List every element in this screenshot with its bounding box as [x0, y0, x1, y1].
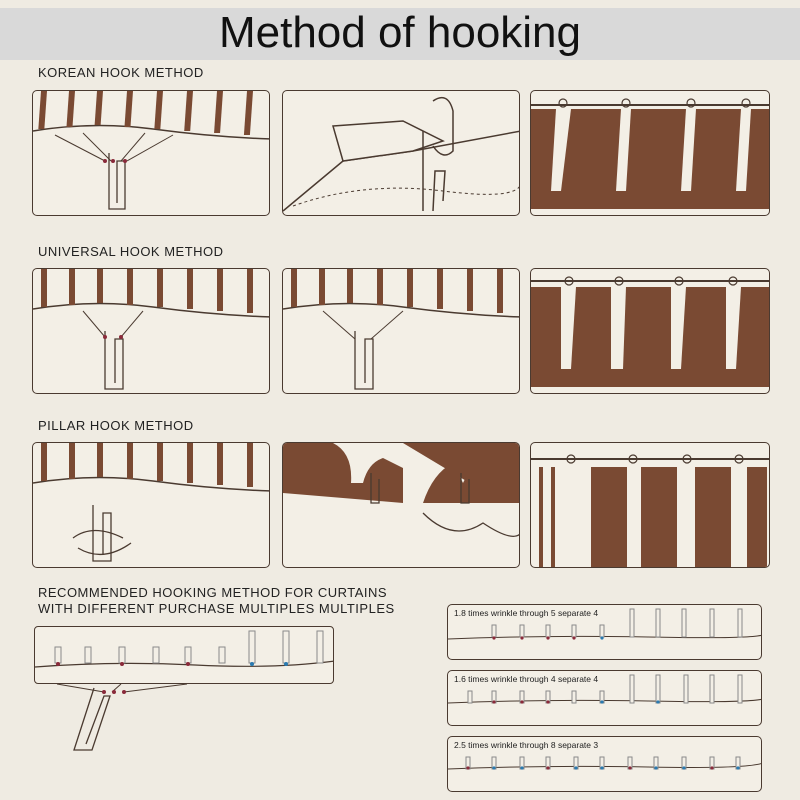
- korean-result-illustration: [531, 91, 770, 216]
- universal-result-illustration: [531, 269, 770, 394]
- page-title: Method of hooking: [218, 8, 582, 57]
- universal-fabric-illustration: [33, 269, 270, 394]
- korean-fabric-illustration: [33, 91, 270, 216]
- multiple-label-1: 1.8 times wrinkle through 5 separate 4: [454, 608, 599, 618]
- section-pillar-title: PILLAR HOOK METHOD: [38, 418, 194, 433]
- recommended-hook-illustration: [34, 684, 334, 754]
- pillar-result-illustration: [531, 443, 770, 568]
- recommended-strip-illustration: [35, 627, 334, 684]
- universal-hook-detail-illustration: [283, 269, 520, 394]
- section-korean-title: KOREAN HOOK METHOD: [38, 65, 204, 80]
- multiple-panel-3: [447, 736, 762, 792]
- section-recommended-line1: RECOMMENDED HOOKING METHOD FOR CURTAINS: [38, 585, 388, 600]
- multiple-label-3: 2.5 times wrinkle through 8 separate 3: [454, 740, 599, 750]
- recommended-fabric-strip: [34, 626, 334, 684]
- pillar-fabric-panel: [32, 442, 270, 568]
- pillar-hook-detail-illustration: [283, 443, 520, 568]
- universal-result-panel: [530, 268, 770, 394]
- pillar-result-panel: [530, 442, 770, 568]
- multiple-strip-1: [448, 605, 762, 660]
- multiple-strip-3: [448, 737, 762, 792]
- korean-fabric-panel: [32, 90, 270, 216]
- universal-fabric-panel: [32, 268, 270, 394]
- pillar-fabric-illustration: [33, 443, 270, 568]
- section-universal-title: UNIVERSAL HOOK METHOD: [38, 244, 224, 259]
- section-recommended-line2: WITH DIFFERENT PURCHASE MULTIPLES MULTIPLES: [38, 601, 395, 616]
- multiple-panel-2: [447, 670, 762, 726]
- korean-hook-detail-illustration: [283, 91, 520, 216]
- multiple-panel-1: [447, 604, 762, 660]
- multiple-strip-2: [448, 671, 762, 726]
- pillar-hook-detail-panel: [282, 442, 520, 568]
- universal-hook-detail-panel: [282, 268, 520, 394]
- korean-result-panel: [530, 90, 770, 216]
- korean-hook-detail-panel: [282, 90, 520, 216]
- multiple-label-2: 1.6 times wrinkle through 4 separate 4: [454, 674, 599, 684]
